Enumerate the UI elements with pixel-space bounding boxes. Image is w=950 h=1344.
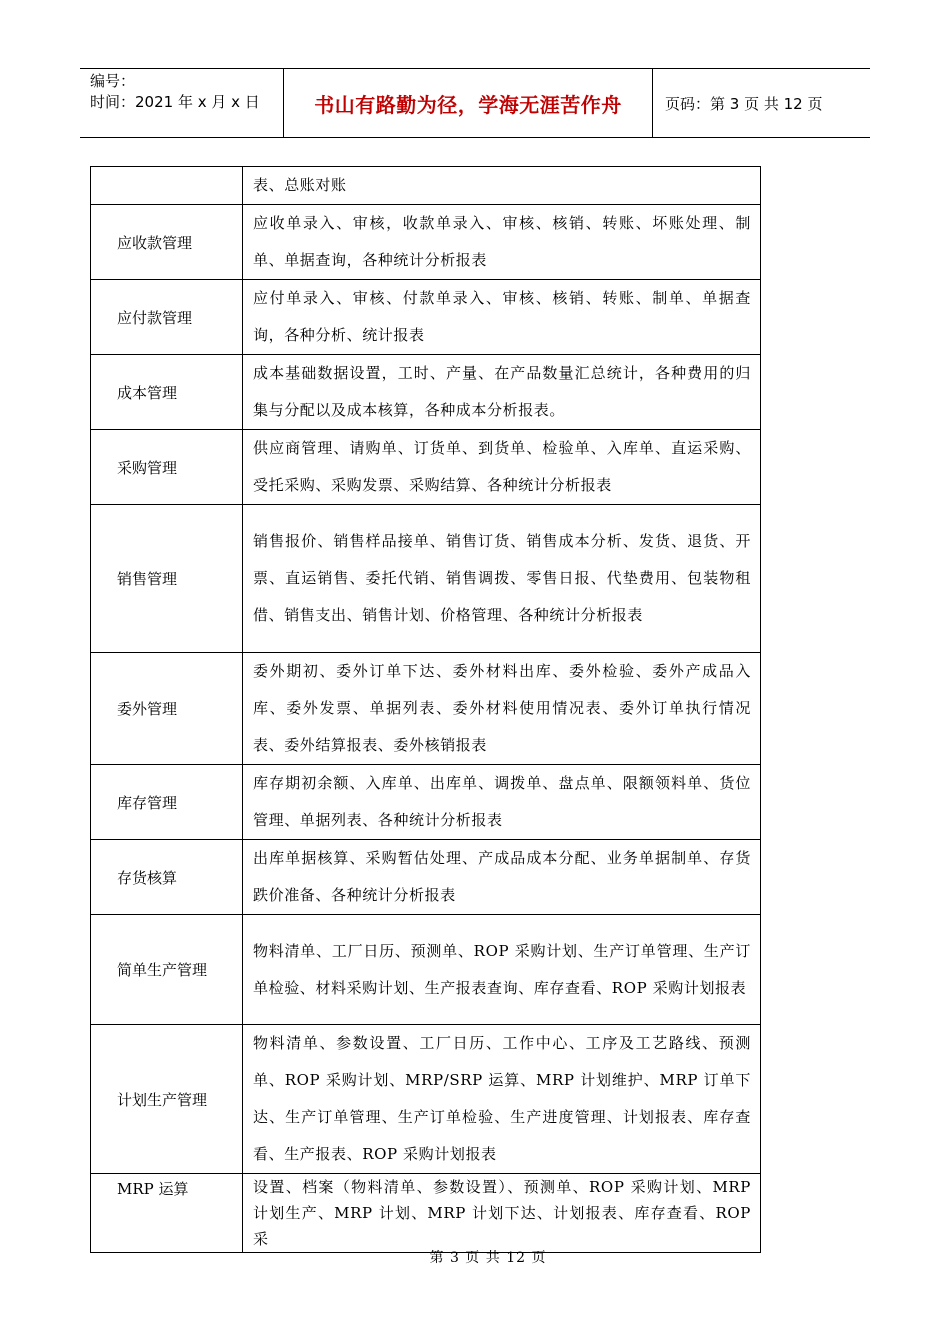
module-name: 采购管理 (91, 430, 243, 505)
table-row (91, 653, 761, 765)
module-name: 委外管理 (91, 653, 243, 765)
module-functions: 应收单录入、审核，收款单录入、审核、核销、转账、坏账处理、制单、单据查询，各种统计分析报表 (243, 205, 761, 280)
module-functions: 库存期初余额、入库单、出库单、调拨单、盘点单、限额领料单、货位管理、单据列表、各种统计分析报表 (243, 765, 761, 840)
header-motto: 书山有路勤为径，学海无涯苦作舟 (283, 69, 653, 137)
module-name: 计划生产管理 (91, 1025, 243, 1174)
doc-number-label: 编号： (90, 72, 136, 90)
header-page-info: 页码：第 3 页 共 12 页 (665, 94, 823, 113)
module-name: 成本管理 (91, 355, 243, 430)
module-functions: 出库单据核算、采购暂估处理、产成品成本分配、业务单据制单、存货跌价准备、各种统计分析报表 (243, 840, 761, 915)
table-row (91, 765, 761, 840)
page-footer: 第 3 页 共 12 页 (429, 1250, 547, 1266)
module-name (91, 167, 243, 205)
module-functions: 供应商管理、请购单、订货单、到货单、检验单、入库单、直运采购、受托采购、采购发票、采购结算、各种统计分析报表 (243, 430, 761, 505)
module-functions: 表、总账对账 (243, 167, 761, 205)
module-name: 应收款管理 (91, 205, 243, 280)
module-name: 销售管理 (91, 505, 243, 653)
doc-date: 时间：2021 年 x 月 x 日 (90, 93, 260, 111)
module-functions: 设置、档案（物料清单、参数设置）、预测单、ROP 采购计划、MRP 计划生产、MRP 计划、MRP 计划下达、计划报表、库存查看、ROP 采 (243, 1174, 761, 1253)
table-row (91, 1174, 761, 1253)
table-row (91, 505, 761, 653)
page-header (80, 68, 870, 138)
module-functions: 物料清单、参数设置、工厂日历、工作中心、工序及工艺路线、预测单、ROP 采购计划、MRP/SRP 运算、MRP 计划维护、MRP 订单下达、生产订单管理、生产订单检验、生产进度管理、计划报表、库存查看、生产报表、ROP 采购计划报表 (243, 1025, 761, 1174)
module-functions: 销售报价、销售样品接单、销售订货、销售成本分析、发货、退货、开票、直运销售、委托代销、销售调拨、零售日报、代垫费用、包装物租借、销售支出、销售计划、价格管理、各种统计分析报表 (243, 505, 761, 653)
table-row (91, 1025, 761, 1174)
table-row (91, 205, 761, 280)
table-row (91, 167, 761, 205)
module-functions: 应付单录入、审核、付款单录入、审核、核销、转账、制单、单据查询，各种分析、统计报表 (243, 280, 761, 355)
table-row (91, 840, 761, 915)
module-name: 应付款管理 (91, 280, 243, 355)
header-left (80, 69, 283, 137)
table-row (91, 430, 761, 505)
module-name: MRP 运算 (91, 1174, 243, 1253)
module-functions: 委外期初、委外订单下达、委外材料出库、委外检验、委外产成品入库、委外发票、单据列表、委外材料使用情况表、委外订单执行情况表、委外结算报表、委外核销报表 (243, 653, 761, 765)
table-row (91, 355, 761, 430)
module-name: 库存管理 (91, 765, 243, 840)
module-functions: 物料清单、工厂日历、预测单、ROP 采购计划、生产订单管理、生产订单检验、材料采购计划、生产报表查询、库存查看、ROP 采购计划报表 (243, 915, 761, 1025)
module-name: 存货核算 (91, 840, 243, 915)
module-functions: 成本基础数据设置，工时、产量、在产品数量汇总统计，各种费用的归集与分配以及成本核算，各种成本分析报表。 (243, 355, 761, 430)
module-name: 简单生产管理 (91, 915, 243, 1025)
table-row (91, 280, 761, 355)
module-function-table (90, 166, 761, 1253)
table-row (91, 915, 761, 1025)
